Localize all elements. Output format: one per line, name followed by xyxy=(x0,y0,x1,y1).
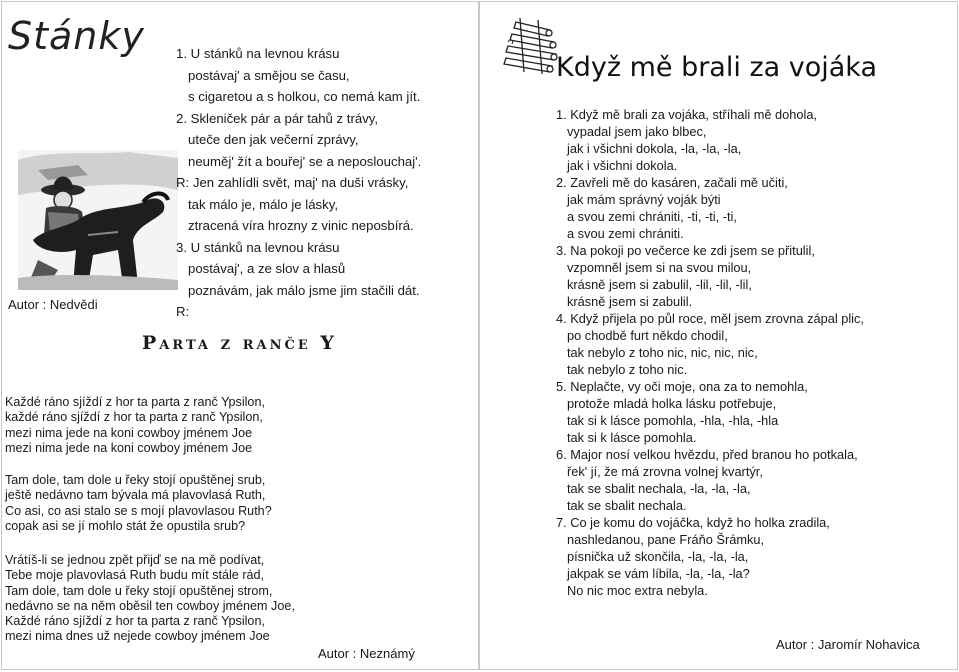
vojak-line: No nic moc extra nebyla. xyxy=(567,583,708,598)
vojak-line: 2. Zavřeli mě do kasáren, začali mě učiti, xyxy=(556,175,788,190)
vojak-line: a svou zemi chrániti. xyxy=(567,226,684,241)
vojak-line: 1. Když mě brali za vojáka, stříhali mě dohola, xyxy=(556,107,818,122)
stanky-line: R: xyxy=(176,304,190,319)
stanky-title: Stánky xyxy=(8,14,145,58)
vojak-line: a svou zemi chrániti, -ti, -ti, -ti, xyxy=(567,209,737,224)
vojak-line: vypadal jsem jako blbec, xyxy=(567,124,707,139)
parta-line: Každé ráno sjíždí z hor ta parta z ranč Ypsilon, xyxy=(5,395,265,409)
parta-line: Tam dole, tam dole u řeky stojí opuštěnej strom, xyxy=(5,583,273,598)
parta-title: Parta z ranče Y xyxy=(142,332,337,354)
vojak-line: písnička už skončila, -la, -la, -la, xyxy=(567,549,749,564)
stanky-author: Autor : Nedvědi xyxy=(8,297,98,312)
stanky-line: poznávám, jak málo jsme jim stačili dát. xyxy=(188,282,420,298)
vojak-line: tak si k lásce pomohla, -hla, -hla, -hla xyxy=(567,413,779,428)
vojak-line: protože mladá holka lásku potřebuje, xyxy=(567,396,777,411)
vojak-line: tak se sbalit nechala. xyxy=(567,498,687,513)
wood-logs-icon xyxy=(500,14,562,76)
vojak-line: tak si k lásce pomohla. xyxy=(567,430,697,445)
parta-line: Každé ráno sjíždí z hor ta parta z ranč Ypsilon, xyxy=(5,614,265,629)
vojak-line: tak nebylo z toho nic. xyxy=(567,362,688,377)
stanky-line: 3. U stánků na levnou krásu xyxy=(176,239,340,255)
parta-line: Co asi, co asi stalo se s mojí plavovlasou Ruth? xyxy=(5,503,272,518)
vojak-line: jak i všichni dokola, -la, -la, -la, xyxy=(567,141,742,156)
stanky-line: 2. Skleniček pár a pár tahů z trávy, xyxy=(176,110,379,126)
vojak-line: 5. Neplačte, vy oči moje, ona za to nemohla, xyxy=(556,379,808,394)
vojak-line: 7. Co je komu do vojáčka, když ho holka zradila, xyxy=(556,515,830,530)
vojak-line: krásně jsem si zabulil, -lil, -lil, -lil, xyxy=(567,277,752,292)
parta-verse xyxy=(5,395,265,456)
parta-line: mezi nima jede na koni cowboy jménem Joe xyxy=(5,425,253,440)
vojak-line: jakpak se vám líbila, -la, -la, -la? xyxy=(567,566,750,581)
stanky-line: R: Jen zahlídli svět, maj' na duši vrásky, xyxy=(176,175,409,190)
stanky-line: uteče den jak večerní zprávy, xyxy=(188,132,359,147)
parta-line: ještě nedávno tam bývala má plavovlasá Ruth, xyxy=(5,488,266,503)
vojak-line: tak se sbalit nechala, -la, -la, -la, xyxy=(567,481,751,496)
stanky-line: tak málo je, málo je lásky, xyxy=(188,196,339,212)
stanky-line: postávaj', a ze slov a hlasů xyxy=(188,261,346,276)
vojak-line: jak i všichni dokola. xyxy=(567,158,678,173)
vojak-line: 6. Major nosí velkou hvězdu, před branou ho potkala, xyxy=(556,447,858,462)
stanky-line: ztracená víra hrozny z vinic neposbírá. xyxy=(188,218,414,233)
stanky-line: neuměj' žít a bouřej' se a neposlouchaj'. xyxy=(188,153,422,169)
parta-verse xyxy=(5,473,272,534)
vojak-line: nashledanou, pane Fráňo Šrámku, xyxy=(567,532,765,547)
parta-author: Autor : Neznámý xyxy=(318,646,415,661)
parta-verse xyxy=(5,553,295,645)
vojak-author: Autor : Jaromír Nohavica xyxy=(776,637,920,652)
vojak-lyrics xyxy=(556,106,864,599)
vojak-line: jak mám správný voják býti xyxy=(567,192,721,207)
vojak-line: po chodbě furt někdo chodil, xyxy=(567,328,728,343)
parta-line: copak asi se jí mohlo stát že opustila srub? xyxy=(5,518,246,533)
vojak-line: 3. Na pokoji po večerce ke zdi jsem se přitulil, xyxy=(556,243,815,258)
vojak-line: krásně jsem si zabulil. xyxy=(567,294,693,309)
vojak-line: 4. Když přijela po půl roce, měl jsem zrovna zápal plic, xyxy=(556,311,864,326)
parta-line: Vrátíš-li se jednou zpět přijď se na mě podívat, xyxy=(5,553,265,567)
parta-line: Tebe moje plavovlasá Ruth budu mít stále rád, xyxy=(5,568,265,583)
cowboy-horse-icon xyxy=(18,150,178,290)
stanky-lyrics xyxy=(176,43,421,323)
parta-line: mezi nima dnes už nejede cowboy jménem Joe xyxy=(5,629,270,644)
parta-line: nedávno se na něm oběsil ten cowboy jménem Joe, xyxy=(5,598,295,613)
cowboy-illustration xyxy=(18,150,178,290)
stanky-line: 1. U stánků na levnou krásu xyxy=(176,46,340,61)
wood-logs-decoration xyxy=(500,14,562,81)
stanky-line: postávaj' a smějou se času, xyxy=(188,67,350,83)
parta-line: Tam dole, tam dole u řeky stojí opuštěnej srub, xyxy=(5,473,266,487)
vojak-title: Když mě brali za vojáka xyxy=(556,52,877,83)
stanky-line: s cigaretou a s holkou, co nemá kam jít. xyxy=(188,89,421,104)
vojak-line: tak nebylo z toho nic, nic, nic, nic, xyxy=(567,345,758,360)
vojak-line: řek' jí, že má zrovna volnej kvartýr, xyxy=(567,464,763,479)
parta-line: mezi nima jede na koni cowboy jménem Joe xyxy=(5,440,253,455)
parta-line: každé ráno sjíždí z hor ta parta z ranč Ypsilon, xyxy=(5,410,263,425)
vojak-line: vzpomněl jsem si na svou milou, xyxy=(567,260,752,275)
